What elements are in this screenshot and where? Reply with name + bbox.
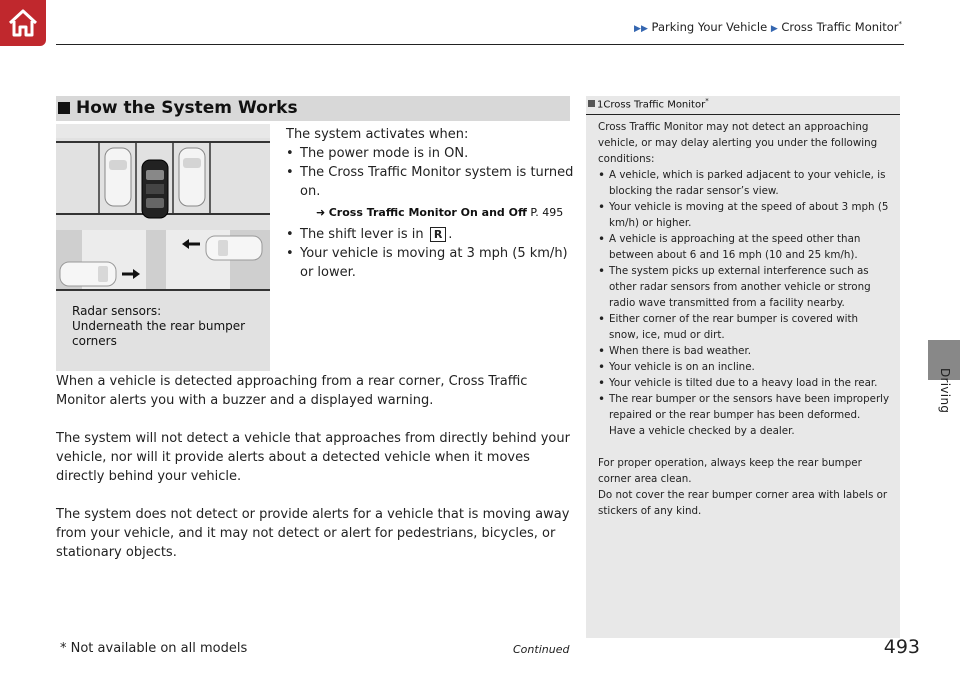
section-heading	[56, 96, 570, 121]
reverse-key-icon: R	[430, 227, 446, 242]
breadcrumb-arrow-icon: ▶▶	[634, 24, 648, 34]
parking-diagram	[56, 124, 270, 371]
note-marker-icon	[588, 100, 595, 107]
note-item: • Either corner of the rear bumper is covered with snow, ice, mud or dirt.	[598, 311, 890, 343]
note-title: Cross Traffic Monitor	[603, 99, 706, 111]
conditions-intro: The system activates when:	[286, 127, 469, 142]
cross-reference-link[interactable]	[316, 203, 576, 222]
chapter-label: Driving	[938, 368, 952, 414]
body-paragraph: The system does not detect or provide alerts for a vehicle that is moving away from your vehicle, and it may not detect or alert for pedestrians, bicycles, or stationary objects.	[56, 507, 570, 560]
note-item: • When there is bad weather.	[598, 343, 890, 359]
caption-line: corners	[72, 334, 117, 348]
xref-page: P. 495	[530, 206, 564, 219]
breadcrumb	[634, 20, 902, 34]
note-item: • The system picks up external interference such as other radar sensors from another vehicle or strong radio wave transmitted from a facility nearby.	[598, 263, 890, 311]
asterisk-mark: *	[705, 97, 709, 105]
parked-car-left	[105, 148, 131, 206]
caption-line: Underneath the rear bumper	[72, 319, 246, 333]
body-paragraph: The system will not detect a vehicle that approaches from directly behind your vehicle, nor will it provide alerts about a detected vehicle when it moves directly behind your vehicle.	[56, 431, 570, 484]
home-button[interactable]	[0, 0, 46, 46]
asterisk-mark: *	[898, 20, 902, 29]
condition-item: • Your vehicle is moving at 3 mph (5 km/h) or lower.	[286, 244, 576, 282]
square-bullet-icon	[58, 102, 70, 114]
xref-label: Cross Traffic Monitor On and Off	[328, 206, 527, 219]
note-item: • Your vehicle is tilted due to a heavy load in the rear.	[598, 375, 890, 391]
condition-item: • The Cross Traffic Monitor system is turned on.	[286, 163, 576, 201]
body-paragraph: When a vehicle is detected approaching from a rear corner, Cross Traffic Monitor alerts you with a buzzer and a displayed warning.	[56, 374, 528, 408]
header-rule	[56, 44, 904, 45]
breadcrumb-item-parking[interactable]: Parking Your Vehicle	[651, 20, 768, 34]
page-number: 493	[883, 636, 920, 658]
note-heading	[586, 96, 900, 115]
own-vehicle	[142, 160, 168, 218]
side-note	[586, 96, 900, 638]
footnote: * Not available on all models	[60, 641, 248, 656]
note-item: • Your vehicle is on an incline.	[598, 359, 890, 375]
section-title: How the System Works	[76, 98, 298, 118]
note-item: • Your vehicle is moving at the speed of about 3 mph (5 km/h) or higher.	[598, 199, 890, 231]
activation-conditions	[286, 125, 576, 282]
shift-text: The shift lever is in	[300, 227, 424, 242]
note-intro: Cross Traffic Monitor may not detect an approaching vehicle, or may delay alerting you under the following conditions:	[598, 121, 878, 166]
condition-item-shift	[286, 225, 576, 244]
breadcrumb-arrow-icon: ▶	[770, 24, 778, 34]
continued-label: Continued	[513, 643, 570, 656]
note-number: 1	[597, 99, 604, 111]
home-icon	[7, 8, 39, 38]
note-outro: For proper operation, always keep the rear bumper corner area clean.	[598, 457, 862, 486]
xref-arrow-icon: ➜	[316, 206, 326, 219]
note-outro: Do not cover the rear bumper corner area with labels or stickers of any kind.	[598, 489, 888, 518]
note-item: • A vehicle is approaching at the speed other than between about 6 and 16 mph (10 and 25 km/h).	[598, 231, 890, 263]
parked-car-right	[179, 148, 205, 206]
note-item: • A vehicle, which is parked adjacent to your vehicle, is blocking the radar sensor’s view.	[598, 167, 890, 199]
breadcrumb-item-ctm[interactable]: Cross Traffic Monitor	[781, 20, 899, 34]
main-body	[56, 372, 570, 581]
caption-line: Radar sensors:	[72, 304, 162, 318]
figure-caption	[72, 304, 245, 349]
condition-item: • The power mode is in ON.	[286, 144, 576, 163]
shift-end: .	[448, 227, 453, 242]
approaching-car-right	[206, 236, 262, 260]
approaching-car-left	[60, 262, 116, 286]
note-item: • The rear bumper or the sensors have been improperly repaired or the rear bumper has been deformed. Have a vehicle checked by a dealer.	[598, 391, 890, 439]
